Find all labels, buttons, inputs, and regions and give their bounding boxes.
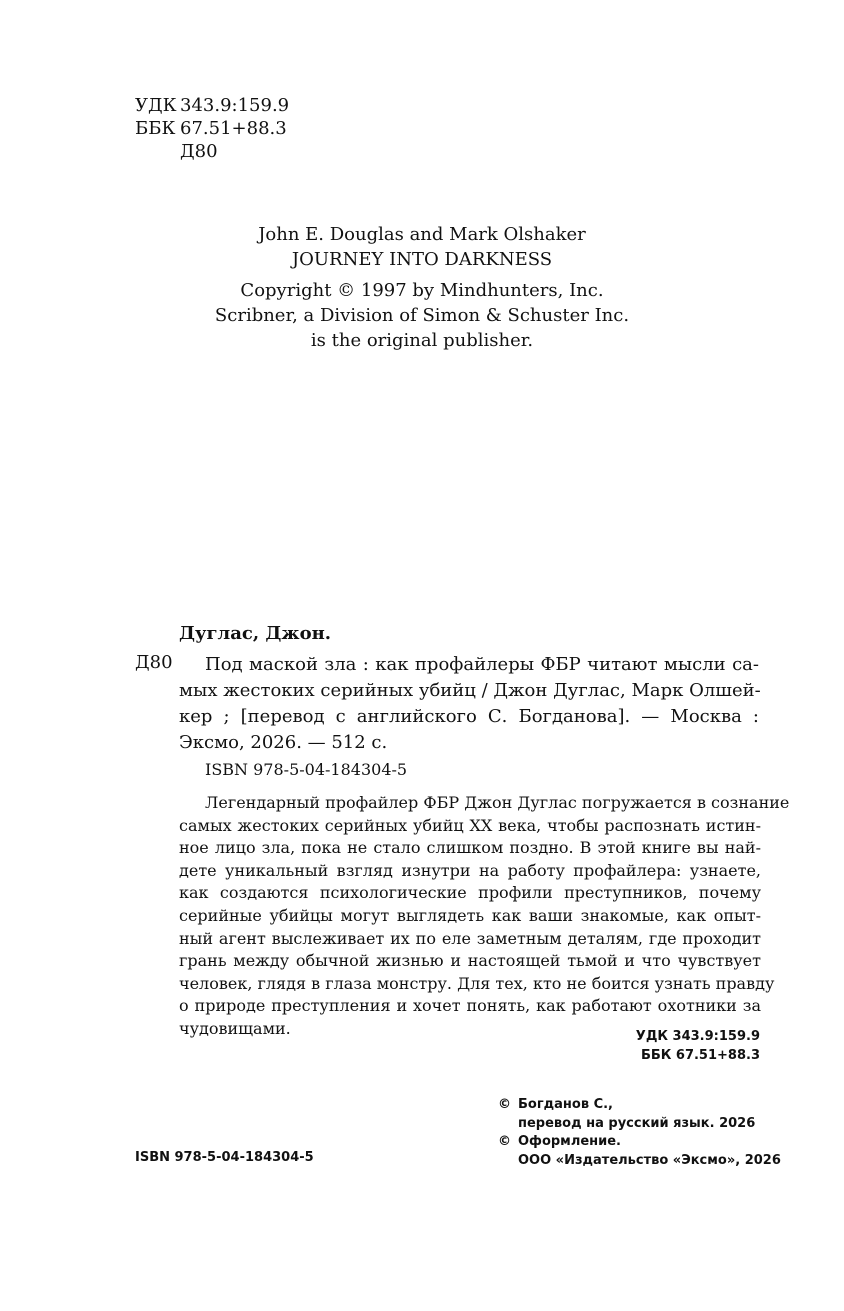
annotation-line: грань между обычной жизнью и настоящей тьмой и что чувствует [179,951,761,971]
bottom-isbn: ISBN 978-5-04-184304-5 [135,1150,314,1165]
annotation-line: как создаются психологические профили преступников, почему [179,883,761,903]
bib-line: Под маской зла : как профайлеры ФБР читают мысли са- [205,654,759,675]
copyright-text: Оформление. [518,1134,621,1149]
right-classification-codes [636,1027,760,1065]
original-authors: John E. Douglas and Mark Olshaker [258,224,586,245]
udk-value: 343.9:159.9 [180,95,290,116]
copyright-symbol: © [498,1134,511,1149]
copyright-symbol: © [498,1097,511,1112]
copyright-line: Scribner, a Division of Simon & Schuster Inc. [214,305,630,326]
copyright-symbol [498,1115,518,1134]
copyright-notice [498,1152,781,1171]
udk-row [135,94,289,117]
copyright-text: ООО «Издательство «Эксмо», 2026 [518,1152,781,1168]
annotation-line: серийные убийцы могут выглядеть как ваши знакомые, как опыт- [179,905,761,925]
copyright-notice [498,1133,781,1152]
bib-line: мых жестоких серийных убийц / Джон Дуглас, Марк Олшей- [179,680,761,701]
right-udk: УДК 343.9:159.9 [635,1029,760,1044]
bib-line: кер ; [перевод с английского С. Богданова]. — Москва : [179,706,759,727]
annotation-line: Легендарный профайлер ФБР Джон Дуглас погружается в сознание [205,793,790,812]
right-bbk: ББК 67.51+88.3 [640,1048,760,1063]
copyright-text: перевод на русский язык. 2026 [518,1115,756,1131]
author-mark-label [135,140,180,163]
bib-isbn: ISBN 978-5-04-184304-5 [205,760,408,779]
bib-line: Эксмо, 2026. — 512 с. [179,732,388,753]
annotation-line: самых жестоких серийных убийц XX века, чтобы распознать истин- [179,815,761,835]
author-mark-row [135,140,289,163]
bib-author-mark: Д80 [135,652,173,673]
classification-codes [135,94,289,163]
annotation-line: человек, глядя в глаза монстру. Для тех, кто не боится узнать правду [179,973,775,993]
annotation-line: чудовищами. [179,1018,291,1038]
annotation-line: ное лицо зла, пока не стало слишком поздно. В этой книге вы най- [179,838,761,858]
copyright-notice [498,1115,781,1134]
bbk-value: 67.51+88.3 [180,118,287,139]
copyright-line: Copyright © 1997 by Mindhunters, Inc. [240,280,604,301]
copyright-notice [498,1096,781,1115]
copyright-symbol [498,1152,518,1171]
original-copyright [0,278,844,353]
bbk-row [135,117,289,140]
author-mark-value: Д80 [180,141,218,162]
copyright-text: Богданов С., [518,1097,613,1112]
bib-description [179,652,759,756]
udk-label: УДК [135,95,177,116]
copyright-line: is the original publisher. [310,330,534,351]
bib-author: Дуглас, Джон. [179,623,332,644]
annotation-line: ный агент выслеживает их по еле заметным деталям, где проходит [179,928,761,948]
annotation-line: о природе преступления и хочет понять, как работают охотники за [179,996,761,1016]
annotation [179,792,790,1041]
original-edition [0,222,844,272]
bbk-label: ББК [135,118,176,139]
original-title: JOURNEY INTO DARKNESS [291,249,553,270]
annotation-line: дете уникальный взгляд изнутри на работу профайлера: узнаете, [179,860,761,880]
copyright-notices [498,1096,781,1170]
